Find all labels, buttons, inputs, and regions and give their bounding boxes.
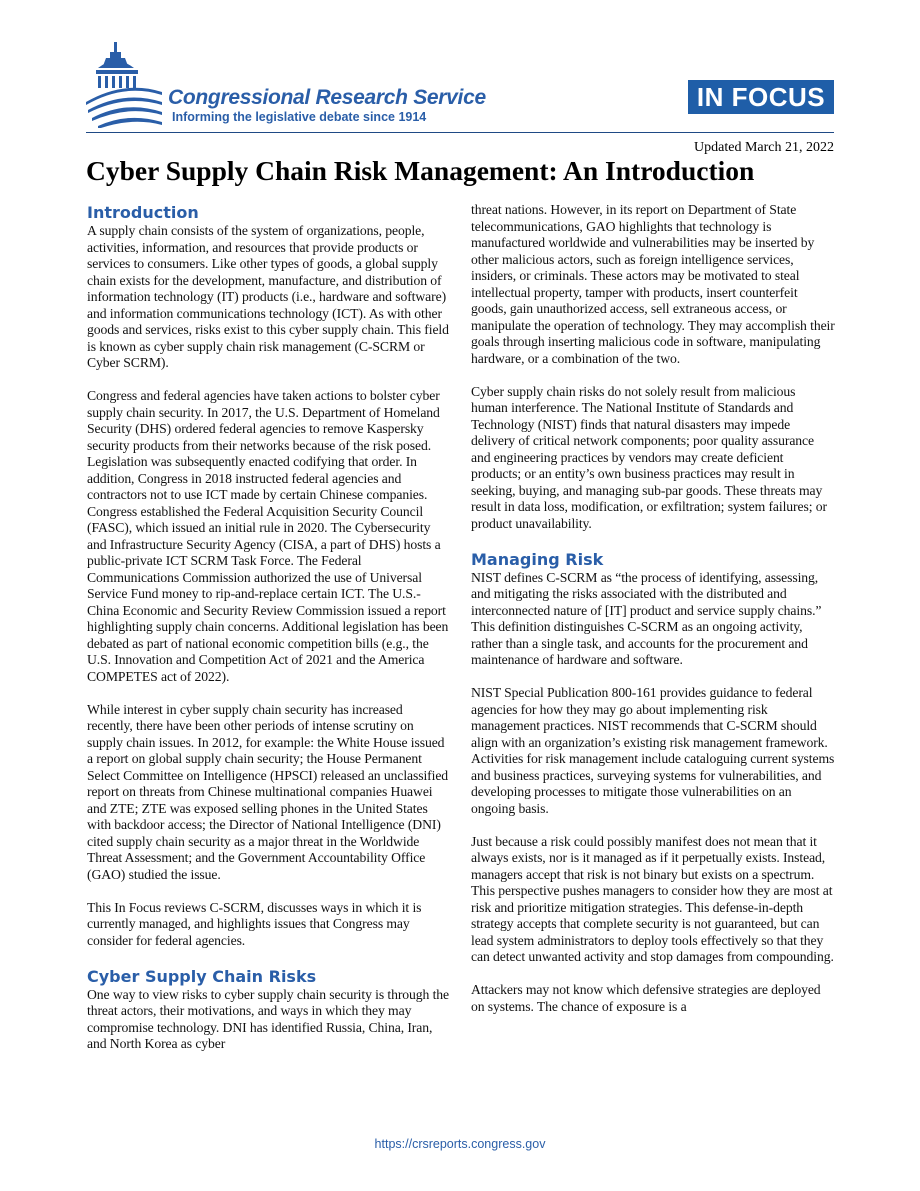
- updated-date: Updated March 21, 2022: [694, 140, 834, 155]
- brand-tagline: Informing the legislative debate since 1914: [172, 110, 427, 124]
- footer-link[interactable]: https://crsreports.congress.gov: [374, 1137, 546, 1151]
- in-focus-badge: IN FOCUS: [688, 80, 834, 114]
- paragraph: threat nations. However, in its report on Department of State telecommunications, GAO highlights that technology is manufactured worldwide and vulnerabilities may be inserted by other malicious actors, such as foreign intelligence services, insiders, or criminals. These actors may be motivated to steal intellectual property, tamper with products, insert counterfeit goods, gain unauthorized access, sell extraneous access, or manipulate the operation of technology. They may accomplish their goals through inserting malicious code in software, manipulating hardware, or a combination of the two.: [471, 202, 835, 366]
- document-title: Cyber Supply Chain Risk Management: An Introduction: [86, 155, 755, 186]
- paragraph: One way to view risks to cyber supply chain security is through the threat actors, their motivations, and ways in which they may compromise technology. DNI has identified Russia, China, Iran, and North Korea as cyber: [87, 986, 450, 1051]
- header-divider: [86, 132, 834, 133]
- page-header: [0, 0, 920, 186]
- brand-name: Congressional Research Service: [168, 86, 486, 109]
- paragraph: A supply chain consists of the system of organizations, people, activities, information, and resources that provide products or services to consumers. Like other types of goods, a global supply chain exists for the development, manufacture, and distribution of information technology (IT) products (i.e., hardware and software) and information communications technology (ICT). As with other goods and services, risks exist to this cyber supply chain. This field is known as cyber supply chain risk management (C-SCRM or Cyber SCRM).: [87, 223, 449, 370]
- paragraph: Congress and federal agencies have taken actions to bolster cyber supply chain security. In 2017, the U.S. Department of Homeland Security (DHS) ordered federal agencies to remove Kaspersky security products from their networks because of the risk posed. Legislation was subsequently enacted codifying that order. In addition, Congress in 2018 instructed federal agencies and contractors not to use ICT made by certain Chinese companies. Congress established the Federal Acquisition Security Council (FASC), which issued an initial rule in 2020. The Cybersecurity and Infrastructure Security Agency (CISA, a part of DHS) hosts a public-private ICT SCRM Task Force. The Federal Communications Commission authorized the use of Universal Service Fund money to rip-and-replace certain ICT. The U.S.-China Economic and Security Review Commission issued a report highlighting supply chain concerns. Additional legislation has been debated as part of national economic competition bills (e.g., the U.S. Innovation and Competition Act of 2021 and the America COMPETES act of 2022).: [87, 388, 449, 684]
- section-heading-managing-risk: Managing Risk: [471, 549, 604, 569]
- paragraph: NIST Special Publication 800-161 provides guidance to federal agencies for how they may go about implementing risk management practices. NIST recommends that C-SCRM should align with an organization’s existing risk management framework. Activities for risk management include cataloguing current systems and business practices, surveying systems for vulnerabilities, and developing processes to mitigate those vulnerabilities on an ongoing basis.: [471, 685, 835, 816]
- capitol-dome-logo: [84, 40, 164, 128]
- paragraph: Just because a risk could possibly manifest does not mean that it always exists, nor is it managed as if it perpetually exists. Instead, managers accept that risk is not binary but exists on a spectrum. This perspective pushes managers to consider how they are most at risk and prioritize mitigation strategies. This defense-in-depth strategy accepts that complete security is not guaranteed, but can lead system administrators to deploy tools effectively so that they can detect unwanted activity and stop damages from compounding.: [471, 833, 834, 964]
- right-column: [471, 202, 835, 1015]
- paragraph: NIST defines C-SCRM as “the process of identifying, assessing, and mitigating the risks associated with the distributed and interconnected nature of [IT] product and service supply chains.” This definition distinguishes C-SCRM as an ongoing activity, rather than a single task, and accounts for the procurement and maintenance of hardware and software.: [471, 569, 822, 667]
- section-heading-cyber-supply-chain-risks: Cyber Supply Chain Risks: [87, 966, 317, 986]
- section-heading-introduction: Introduction: [87, 203, 199, 222]
- paragraph: Attackers may not know which defensive strategies are deployed on systems. The chance of exposure is a: [471, 982, 821, 1014]
- left-column: [87, 202, 451, 1053]
- paragraph: This In Focus reviews C-SCRM, discusses ways in which it is currently managed, and highlights issues that Congress may consider for federal agencies.: [87, 899, 422, 948]
- paragraph: Cyber supply chain risks do not solely result from malicious human interference. The National Institute of Standards and Technology (NIST) finds that natural disasters may impede delivery of critical network components; poor quality assurance and engineering practices by vendors may create deficient products; or an entity’s own business practices may result in seeking, buying, and managing sub-par goods. These threats may result in data loss, modification, or exfiltration; system failures; or product unavailability.: [471, 383, 827, 531]
- paragraph: While interest in cyber supply chain security has increased recently, there have been other periods of intense scrutiny on supply chain issues. In 2012, for example: the White House issued a report on global supply chain security; the House Permanent Select Committee on Intelligence (HPSCI) released an unclassified report on threats from Chinese multinational companies Huawei and ZTE; ZTE was exposed selling phones in the United States with backdoor access; the Director of National Intelligence (DNI) cited supply chain security as a major threat in the Worldwide Threat Assessment; and the Government Accountability Office (GAO) studied the issue.: [87, 701, 449, 882]
